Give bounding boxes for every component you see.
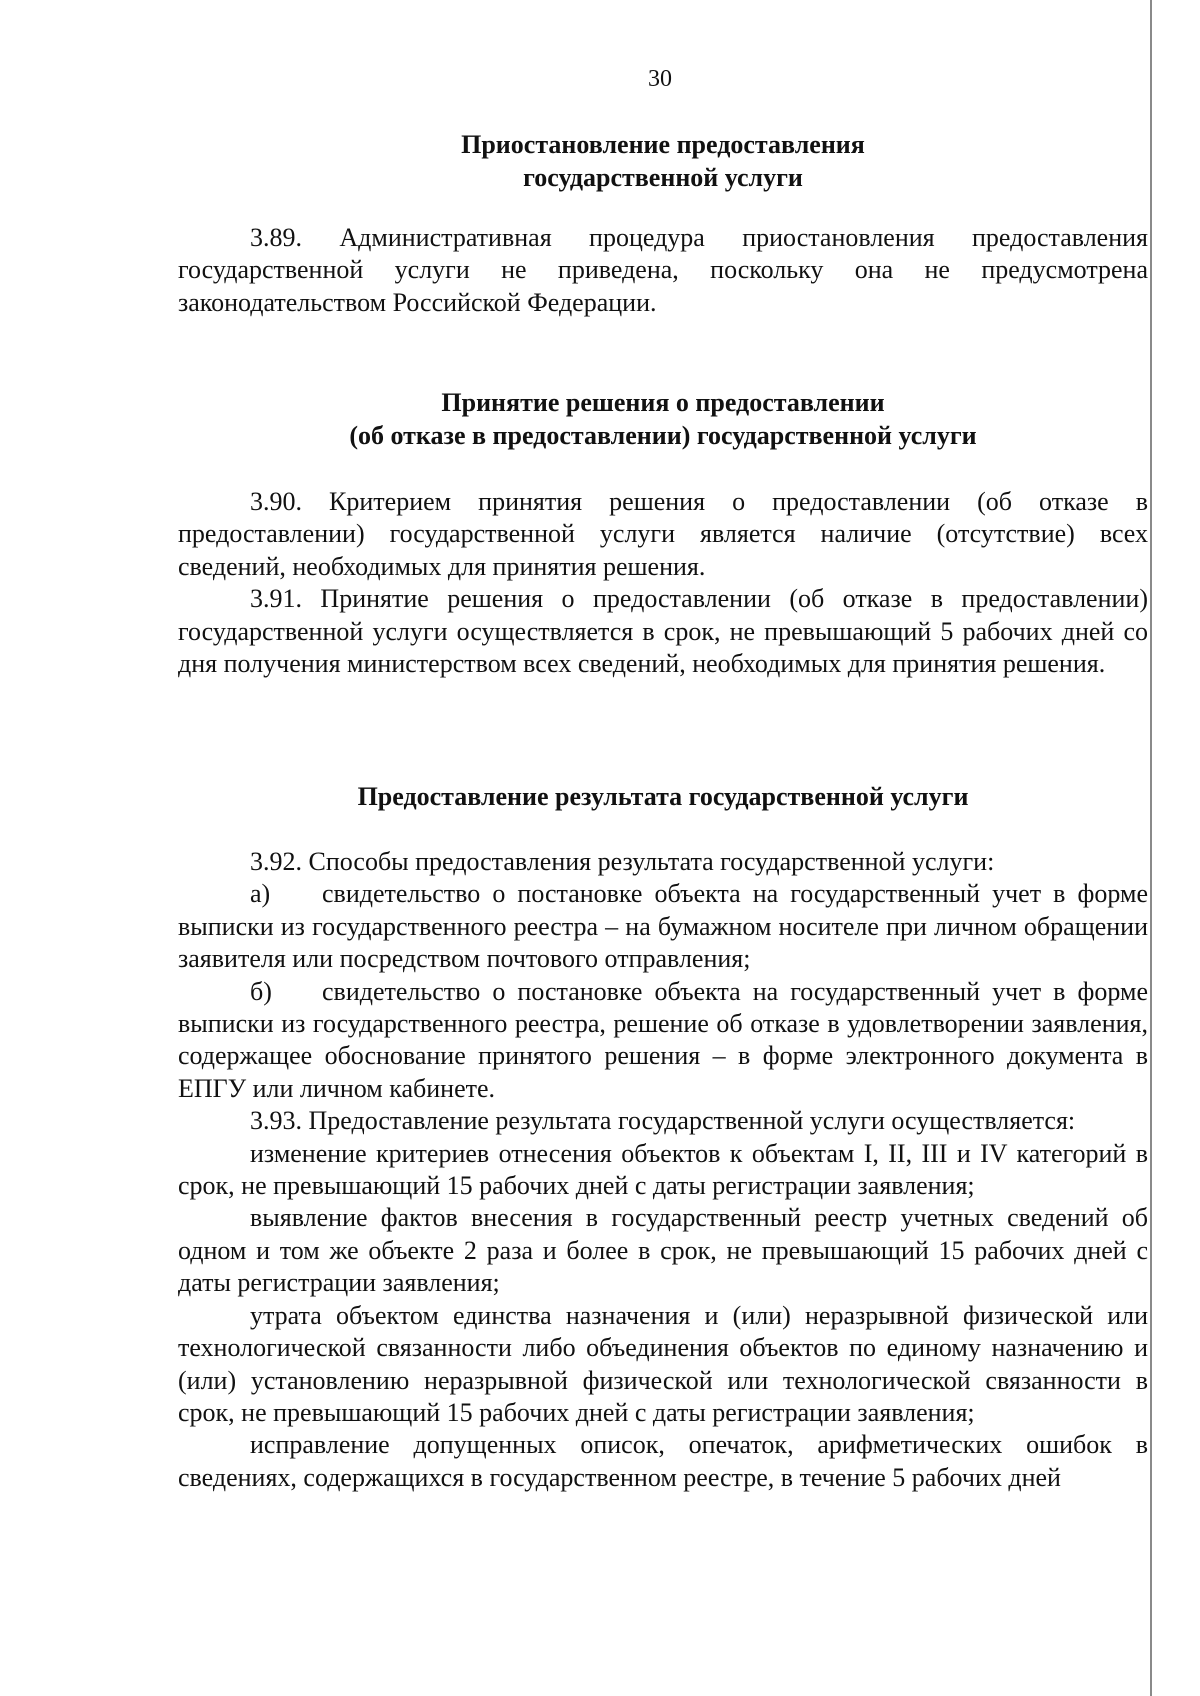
list-item-a	[178, 878, 1148, 975]
list-item-text: свидетельство о постановке объекта на государственный учет в форме выписки из государственного реестра – на бумажном носителе при личном обращении заявителя или посредством почтового отправления;	[178, 879, 1148, 974]
paragraph-3-89-block	[178, 222, 1148, 319]
list-item-b	[178, 976, 1148, 1106]
heading-line: государственной услуги	[523, 163, 803, 192]
paragraph-3-89: 3.89. Административная процедура приостановления предоставления государственной услуги не приведена, поскольку она не предусмотрена законодательством Российской Федерации.	[178, 223, 1148, 317]
paragraph-error-correction: исправление допущенных описок, опечаток, арифметических ошибок в сведениях, содержащихся в государственном реестре, в течение 5 рабочих дней	[178, 1430, 1148, 1492]
section-decision	[178, 386, 1148, 452]
section-suspension	[178, 128, 1148, 194]
section-heading	[178, 128, 1148, 194]
heading-line: Приостановление предоставления	[461, 130, 865, 159]
heading-line: Принятие решения о предоставлении	[441, 388, 885, 417]
paragraphs-result-block	[178, 846, 1148, 1494]
section-result	[178, 780, 1148, 813]
paragraphs-decision-block	[178, 486, 1148, 680]
page-edge-line	[1150, 0, 1152, 1696]
paragraph-unity-loss: утрата объектом единства назначения и (или) неразрывной физической или технологической связанности либо объединения объектов по единому назначению и (или) установлению неразрывной физической или технологической связанности в срок, не превышающий 15 рабочих дней с даты регистрации заявления;	[178, 1300, 1148, 1427]
section-heading	[178, 386, 1148, 452]
paragraph-criteria-change: изменение критериев отнесения объектов к объектам I, II, III и IV категорий в срок, не превышающий 15 рабочих дней с даты регистрации заявления;	[178, 1138, 1148, 1201]
paragraph-3-92: 3.92. Способы предоставления результата государственной услуги:	[250, 847, 995, 876]
list-marker: а)	[250, 879, 271, 909]
list-marker: б)	[250, 976, 272, 1006]
paragraph-duplicate-facts: выявление фактов внесения в государственный реестр учетных сведений об одном и том же объекте 2 раза и более в срок, не превышающий 15 рабочих дней с даты регистрации заявления;	[178, 1203, 1148, 1298]
section-heading	[178, 780, 1148, 813]
heading-line: (об отказе в предоставлении) государственной услуги	[349, 421, 977, 450]
paragraph-3-90: 3.90. Критерием принятия решения о предоставлении (об отказе в предоставлении) государственной услуги является наличие (отсутствие) всех сведений, необходимых для принятия решения.	[178, 487, 1148, 581]
list-item-text: свидетельство о постановке объекта на государственный учет в форме выписки из государственного реестра, решение об отказе в удовлетворении заявления, содержащее обоснование принятого решения – в форме электронного документа в ЕПГУ или личном кабинете.	[178, 976, 1148, 1103]
paragraph-3-93: 3.93. Предоставление результата государственной услуги осуществляется:	[250, 1106, 1076, 1136]
paragraph-3-91: 3.91. Принятие решения о предоставлении (об отказе в предоставлении) государственной услуги осуществляется в срок, не превышающий 5 рабочих дней со дня получения министерством всех сведений, необходимых для принятия решения.	[178, 584, 1148, 679]
page-number: 30	[648, 66, 672, 92]
heading-line: Предоставление результата государственной услуги	[357, 782, 969, 811]
